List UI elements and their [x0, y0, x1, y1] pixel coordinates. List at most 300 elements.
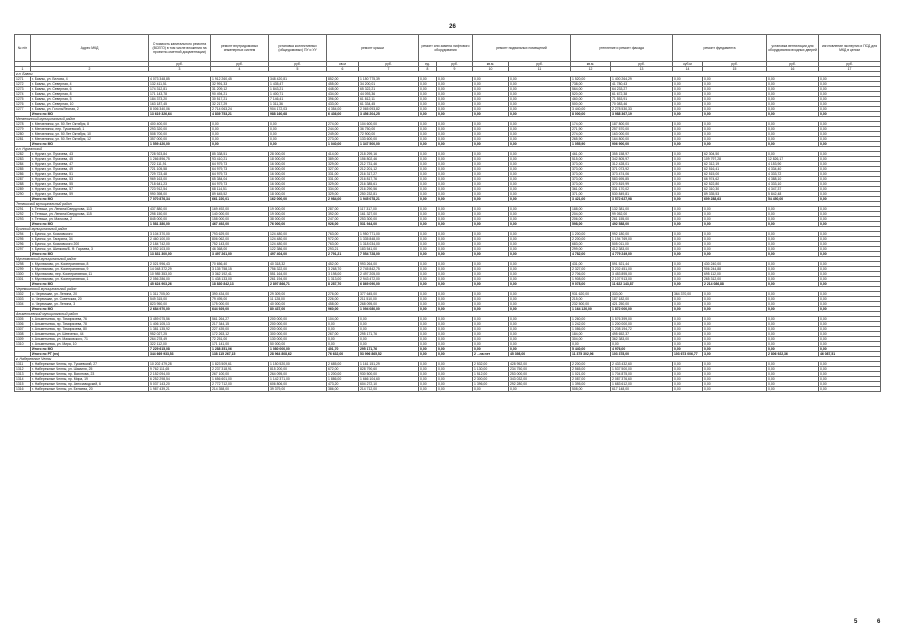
table-cell: 0,00	[509, 107, 571, 112]
table-cell: 0,00	[703, 132, 767, 137]
table-cell: 361,00	[571, 187, 611, 192]
table-cell: 0,00	[437, 77, 473, 82]
table-cell: 267 100,00	[211, 372, 269, 377]
subtotal-cell: 0,00	[437, 112, 473, 117]
table-cell: 2 021 996,43	[149, 262, 211, 267]
table-cell: 0,00	[419, 237, 437, 242]
table-cell: 1314	[15, 377, 31, 382]
subtotal-cell: 54 450,00	[767, 197, 819, 202]
table-cell: 0,00	[419, 267, 437, 272]
table-cell: 0,00	[419, 302, 437, 307]
subtotal-cell: 0,00	[767, 222, 819, 227]
table-cell: 952 027,25	[149, 332, 211, 337]
table-cell: 1 381 135,92	[149, 327, 211, 332]
subtotal-cell: 644 929,00	[211, 307, 269, 312]
table-cell: 1307	[15, 327, 31, 332]
subtotal-cell: 0,00	[767, 112, 819, 117]
table-cell: 1 908,00	[571, 277, 611, 282]
table-cell: 1293	[15, 217, 31, 222]
column-number-cell: 8	[419, 67, 437, 72]
table-cell: 0,00	[819, 377, 881, 382]
table-cell: 0,00	[767, 277, 819, 282]
table-cell: 931 620,00	[571, 292, 611, 297]
subtotal-cell: 3 572 627,98	[611, 197, 673, 202]
unit-cell: руб.	[611, 62, 673, 67]
table-cell: 0,00	[767, 297, 819, 302]
table-cell: 0,00	[673, 302, 703, 307]
table-cell: 0,00	[359, 342, 419, 347]
table-cell: 348 420,81	[269, 77, 327, 82]
table-cell: 79 495,00	[211, 297, 269, 302]
table-cell: 0,00	[473, 182, 509, 187]
table-cell: 0,00	[419, 332, 437, 337]
table-cell: 728 923,84	[149, 152, 211, 157]
table-cell: 0,00	[359, 327, 419, 332]
table-cell: 200 000,00	[269, 327, 327, 332]
table-cell: 253 000,00	[509, 372, 571, 377]
subtotal-cell: Итого по МО	[31, 252, 149, 257]
table-cell: 0,00	[437, 297, 473, 302]
address-cell: г. Бавлы, ул. Северная, 5	[31, 97, 149, 102]
table-cell: 0,00	[673, 327, 703, 332]
table-cell: 329,00	[327, 182, 359, 187]
grand-total-cell: Итого по РТ (нч)	[31, 352, 149, 357]
table-cell: 0,00	[473, 207, 509, 212]
table-cell: 0,00	[509, 217, 571, 222]
table-cell: 267,00	[327, 332, 359, 337]
table-cell: 0,00	[419, 277, 437, 282]
table-cell: 0,00	[437, 272, 473, 277]
table-cell: 972,00	[327, 237, 359, 242]
table-cell: 16 000,00	[269, 172, 327, 177]
table-cell: 0,00	[819, 137, 881, 142]
table-cell: 312 428,01	[611, 162, 673, 167]
address-cell: г. Мензелинск, ул. 50 Лет Октября, 8	[31, 122, 149, 127]
table-cell: 2 278 530,33	[611, 107, 673, 112]
table-cell: 287,00	[327, 207, 359, 212]
table-cell: 0,00	[359, 322, 419, 327]
address-cell: г. Набережные Челны, пр. Мира, 19	[31, 377, 149, 382]
table-cell: 36 750,00	[359, 127, 419, 132]
table-cell: 452,00	[327, 262, 359, 267]
table-cell: 0,00	[419, 367, 437, 372]
table-cell: 0,00	[509, 157, 571, 162]
unit-cell: руб.	[819, 62, 881, 67]
table-cell: 132 381,00	[611, 207, 673, 212]
table-cell: 433,00	[327, 102, 359, 107]
subtotal-cell: 0,00	[673, 142, 703, 147]
table-cell: 0,00	[673, 177, 703, 182]
table-cell: 1 395,00	[571, 382, 611, 387]
section-title: Буинский муниципальный район	[15, 227, 881, 232]
table-cell: 40 318,32	[269, 262, 327, 267]
table-cell: 0,00	[819, 322, 881, 327]
table-cell: 0,00	[767, 207, 819, 212]
table-cell: 672,00	[327, 367, 359, 372]
table-cell: 2 087 376,60	[611, 377, 673, 382]
subtotal-cell: 0,00	[673, 252, 703, 257]
address-cell: г. Альметьевск, пр. Тимирязева, 78	[31, 322, 149, 327]
unit-cell: руб.	[269, 62, 327, 67]
table-cell: 1 200,00	[327, 372, 359, 377]
table-cell: 214 712,00	[359, 387, 419, 392]
table-cell: 0,00	[473, 262, 509, 267]
subtotal-cell: 0,00	[509, 222, 571, 227]
table-cell: 16 000,00	[269, 187, 327, 192]
table-cell: 0,00	[767, 107, 819, 112]
table-cell: 0,00	[819, 132, 881, 137]
table-cell: 1306	[15, 322, 31, 327]
header-cell: № п/п	[15, 35, 31, 62]
table-cell: 0,00	[437, 137, 473, 142]
table-cell: 6 252 298,54	[149, 377, 211, 382]
table-cell: 0,00	[509, 247, 571, 252]
table-cell: 273,00	[327, 137, 359, 142]
address-cell: г. Муслюмово, ул. Кооперативная, 8	[31, 262, 149, 267]
table-cell: 64 979,73	[211, 162, 269, 167]
table-cell: 293,21	[327, 247, 359, 252]
section-title: г.п. Нурлатский	[15, 147, 881, 152]
table-cell: 0,00	[673, 97, 703, 102]
grand-total-cell: 11 375 302,96	[571, 352, 611, 357]
table-cell: 2 745 842,75	[359, 267, 419, 272]
table-cell: 0,00	[509, 182, 571, 187]
table-cell: 1308	[15, 332, 31, 337]
column-number-cell: 7	[359, 67, 419, 72]
table-cell: 1 666 104,60	[359, 377, 419, 382]
table-cell: 65 384,04	[211, 177, 269, 182]
table-cell: 5 842,48	[767, 192, 819, 197]
table-cell: 261 194,00	[269, 277, 327, 282]
table-cell: 3 268,70	[327, 267, 359, 272]
table-cell: 0,00	[509, 212, 571, 217]
section-title: Тетюшский муниципальный район	[15, 202, 881, 207]
table-cell: 0,00	[673, 187, 703, 192]
table-cell: 0,00	[703, 137, 767, 142]
table-cell: 0,00	[473, 332, 509, 337]
header-row	[15, 35, 881, 62]
subtotal-cell: 531 944,00	[359, 222, 419, 227]
table-cell: 2 107 913,00	[611, 277, 673, 282]
table-cell: 930 500,00	[359, 372, 419, 377]
table-cell: 0,00	[673, 102, 703, 107]
subtotal-cell: 401,70	[327, 347, 359, 352]
section-title: г. Набережные Челны	[15, 357, 881, 362]
subtotal-cell: 8 287,70	[327, 282, 359, 287]
table-cell: 41 780,43	[611, 82, 673, 87]
table-cell: 508 700,00	[149, 132, 211, 137]
subtotal-cell: Итого по МО	[31, 222, 149, 227]
table-cell: 0,00	[819, 272, 881, 277]
table-cell: 756 322,00	[269, 267, 327, 272]
table-cell: 70 656,40	[211, 262, 269, 267]
subtotal-cell: 0,00	[419, 347, 437, 352]
column-number-cell: 5	[269, 67, 327, 72]
table-cell: 0,00	[767, 292, 819, 297]
table-cell: 373,00	[571, 182, 611, 187]
grand-total-cell: 2 806 922,36	[767, 352, 819, 357]
table-cell: 1272	[15, 82, 31, 87]
subtotal-cell: 1 080 000,00	[269, 347, 327, 352]
table-cell: 216 817,76	[359, 177, 419, 182]
table-cell: 604 272,10	[359, 382, 419, 387]
grand-total-cell: 138 115 267,15	[211, 352, 269, 357]
table-cell: 64 979,73	[211, 167, 269, 172]
table-cell: 124 480,00	[269, 242, 327, 247]
table-cell: 0,00	[703, 317, 767, 322]
table-cell: 19 000,00	[269, 207, 327, 212]
subtotal-cell: 0,00	[509, 347, 571, 352]
table-cell: 2 433 432,60	[611, 362, 673, 367]
table-cell: 89 645,52	[211, 192, 269, 197]
table-cell: 61 812,11	[359, 97, 419, 102]
table-cell: 0,00	[703, 77, 767, 82]
table-cell: 0,00	[509, 97, 571, 102]
subtotal-cell: 1 094 080,00	[359, 307, 419, 312]
grand-total-cell: 103 673 006,77	[673, 352, 703, 357]
subtotal-cell: 1 581 380,00	[149, 222, 211, 227]
table-cell: 16 000,00	[269, 162, 327, 167]
table-cell: 0,00	[509, 192, 571, 197]
table-cell: 0,00	[437, 242, 473, 247]
table-cell: 0,00	[767, 322, 819, 327]
table-cell: 122 386,00	[269, 247, 327, 252]
table-cell: 460,00	[571, 97, 611, 102]
table-cell: 89 335,53	[703, 192, 767, 197]
table-cell: 1289	[15, 187, 31, 192]
table-cell: 458,00	[327, 302, 359, 307]
subtotal-cell: 2 984,00	[327, 197, 359, 202]
table-cell: 16 000,00	[269, 182, 327, 187]
table-cell: 0,00	[767, 122, 819, 127]
table-cell: 244,00	[327, 127, 359, 132]
column-number-cell: 12	[571, 67, 611, 72]
table-cell: 1303	[15, 297, 31, 302]
table-cell: 0,00	[437, 82, 473, 87]
table-cell: 0,00	[437, 97, 473, 102]
table-cell: 738,00	[571, 82, 611, 87]
table-cell: 38 000,00	[269, 217, 327, 222]
grand-total-cell: 0,00	[419, 352, 437, 357]
table-cell: 373 474,06	[611, 172, 673, 177]
subtotal-cell: 76 000,00	[269, 222, 327, 227]
table-cell: 62 515,00	[703, 172, 767, 177]
table-cell: 0,00	[767, 217, 819, 222]
table-cell: 4 333,72	[767, 172, 819, 177]
table-cell: 0,00	[419, 177, 437, 182]
table-cell: 904 172,03	[269, 107, 327, 112]
table-cell: 0,00	[437, 267, 473, 272]
table-cell: 0,00	[419, 122, 437, 127]
table-cell: 1277	[15, 107, 31, 112]
table-cell: 0,00	[437, 332, 473, 337]
table-cell: 2 087,00	[571, 377, 611, 382]
address-cell: г. Набережные Челны, пр. Вахитова, 23	[31, 372, 149, 377]
table-cell: 1 400,71	[269, 92, 327, 97]
subtotal-cell: 11 622 143,87	[611, 282, 673, 287]
table-cell: 0,00	[673, 262, 703, 267]
address-cell: г. Буинск, ул. Шипкова/Б. Ф. Гараева, 3	[31, 247, 149, 252]
table-cell: 455,00	[327, 82, 359, 87]
table-cell: 0,00	[509, 92, 571, 97]
table-cell: 0,00	[473, 177, 509, 182]
table-cell: 0,00	[819, 92, 881, 97]
address-cell: г. Муслюмово, ул. Кооперативная, 1	[31, 277, 149, 282]
table-cell: 0,00	[473, 97, 509, 102]
table-cell: 0,00	[819, 157, 881, 162]
table-cell: 434,00	[327, 92, 359, 97]
table-cell: 0,00	[473, 297, 509, 302]
subtotal-cell: 0,00	[767, 142, 819, 147]
table-cell: 0,00	[473, 292, 509, 297]
table-cell: 232 500,00	[571, 302, 611, 307]
table-cell: 763,00	[327, 242, 359, 247]
column-number-cell: 10	[473, 67, 509, 72]
table-cell: 292 280,00	[509, 382, 571, 387]
table-cell: 64 979,73	[211, 182, 269, 187]
table-cell: 1280	[15, 132, 31, 137]
table-cell: 0,00	[509, 232, 571, 237]
table-cell: 4 354,00	[327, 107, 359, 112]
table-cell: 274,00	[571, 132, 611, 137]
table-cell: 174 312,81	[149, 87, 211, 92]
header-cell: установка коллективных (общедомовых) ПУ и УУ	[269, 35, 327, 62]
table-cell: 373,00	[571, 162, 611, 167]
address-cell: г. Мензелинск, ул. 50 Лет Октября, 10	[31, 132, 149, 137]
table-cell: 0,00	[819, 177, 881, 182]
table-cell: 1309	[15, 337, 31, 342]
table-cell: 0,00	[473, 267, 509, 272]
address-cell: г. Тетюши, ул. Ленина/Свердлова, 115	[31, 212, 149, 217]
table-cell: 3 135 758,15	[211, 267, 269, 272]
subtotal-cell: 0,00	[509, 112, 571, 117]
address-cell: с. Черемшан, ул. Ленина, 3	[31, 302, 149, 307]
table-cell: 0,00	[509, 327, 571, 332]
table-cell: 0,00	[437, 192, 473, 197]
table-cell: 0,00	[509, 292, 571, 297]
table-cell: 0,00	[419, 317, 437, 322]
table-cell: 184 373,20	[149, 97, 211, 102]
table-cell: 211 510,00	[359, 297, 419, 302]
column-number-cell: 2	[31, 67, 149, 72]
table-cell: 0,00	[419, 272, 437, 277]
table-cell: 0,00	[703, 327, 767, 332]
table-cell: 591 521,44	[611, 262, 673, 267]
table-cell: 0,00	[819, 327, 881, 332]
table-cell: 216 317,27	[359, 172, 419, 177]
footer-marks	[836, 619, 880, 625]
column-number-cell: 6	[327, 67, 359, 72]
table-cell: 0,00	[437, 182, 473, 187]
table-cell: 1 435,47	[269, 82, 327, 87]
table-cell: 2 565,00	[571, 367, 611, 372]
table-cell: 0,00	[419, 217, 437, 222]
table-cell: 0,00	[819, 172, 881, 177]
table-cell: 0,00	[269, 132, 327, 137]
subtotal-cell: 598,00	[571, 222, 611, 227]
table-cell: 0,00	[269, 127, 327, 132]
subtotal-cell: 2 897 866,71	[269, 282, 327, 287]
table-cell: 4 388,10	[767, 177, 819, 182]
table-cell: 0,00	[509, 297, 571, 302]
table-cell: 1 150 775,39	[359, 77, 419, 82]
subtotal-cell: 0,00	[419, 112, 437, 117]
grand-total-cell: 46 087,51	[819, 352, 881, 357]
table-cell: 2 714 063,24	[211, 107, 269, 112]
unit-cell: кв.м.	[473, 62, 509, 67]
table-cell: 265 312,00	[703, 277, 767, 282]
table-cell: 0,00	[703, 87, 767, 92]
table-cell: 0,00	[473, 342, 509, 347]
table-cell: 0,00	[703, 367, 767, 372]
table-cell: 0,00	[767, 92, 819, 97]
subtotal-cell: 0,00	[673, 112, 703, 117]
table-cell: 133 600,00	[359, 137, 419, 142]
table-cell: 212 201,12	[359, 167, 419, 172]
table-cell: 0,00	[437, 322, 473, 327]
table-cell: 520,00	[571, 92, 611, 97]
table-cell: 0,00	[473, 242, 509, 247]
subtotal-cell: 0,00	[419, 222, 437, 227]
table-cell: 0,00	[437, 237, 473, 242]
table-cell: 215,00	[571, 297, 611, 302]
table-cell: 0,00	[509, 177, 571, 182]
subtotal-cell: 497 404,00	[269, 252, 327, 257]
table-cell: 0,00	[437, 337, 473, 342]
subtotal-cell: 0,00	[437, 222, 473, 227]
table-cell: 1 200 000,00	[611, 322, 673, 327]
table-cell: 1305	[15, 317, 31, 322]
table-cell: 0,00	[703, 372, 767, 377]
table-cell: 71 553,91	[611, 97, 673, 102]
table-cell: 0,00	[327, 322, 359, 327]
table-cell: 0,00	[509, 137, 571, 142]
table-cell: 14 048 372,29	[149, 267, 211, 272]
table-cell: 39 379,00	[269, 387, 327, 392]
table-cell: 906 244,88	[703, 267, 767, 272]
column-number-cell: 17	[819, 67, 881, 72]
subtotal-cell: 0,00	[819, 142, 881, 147]
subtotal-cell: Итого по МО	[31, 307, 149, 312]
table-cell: 0,00	[819, 232, 881, 237]
header-cell: ремонт внутридомовых инженерных систем	[211, 35, 269, 62]
table-cell: 0,00	[327, 327, 359, 332]
table-cell: 34 200,01	[359, 82, 419, 87]
table-cell: 0,00	[767, 152, 819, 157]
grand-total-cell: 45 398,00	[509, 352, 571, 357]
table-cell: 0,00	[819, 332, 881, 337]
subtotal-cell: 0,00	[473, 112, 509, 117]
table-cell: 500,00	[571, 102, 611, 107]
table-cell: 261 155,00	[611, 217, 673, 222]
table-cell: 0,00	[473, 137, 509, 142]
table-cell: 1299	[15, 267, 31, 272]
table-cell: 0,00	[673, 122, 703, 127]
table-cell: 389,00	[327, 157, 359, 162]
table-cell: 828 790,60	[359, 367, 419, 372]
subtotal-cell: 0,00	[473, 197, 509, 202]
table-cell: 28 000,00	[269, 152, 327, 157]
table-cell: 0,00	[703, 92, 767, 97]
table-cell: 0,00	[509, 272, 571, 277]
table-cell: 1 242,00	[571, 322, 611, 327]
table-cell: 0,00	[673, 152, 703, 157]
table-cell: 200 000,00	[269, 322, 327, 327]
table-cell: 0,00	[419, 372, 437, 377]
column-number-cell: 16	[767, 67, 819, 72]
table-cell: 0,00	[473, 172, 509, 177]
table-cell: 0,00	[703, 302, 767, 307]
